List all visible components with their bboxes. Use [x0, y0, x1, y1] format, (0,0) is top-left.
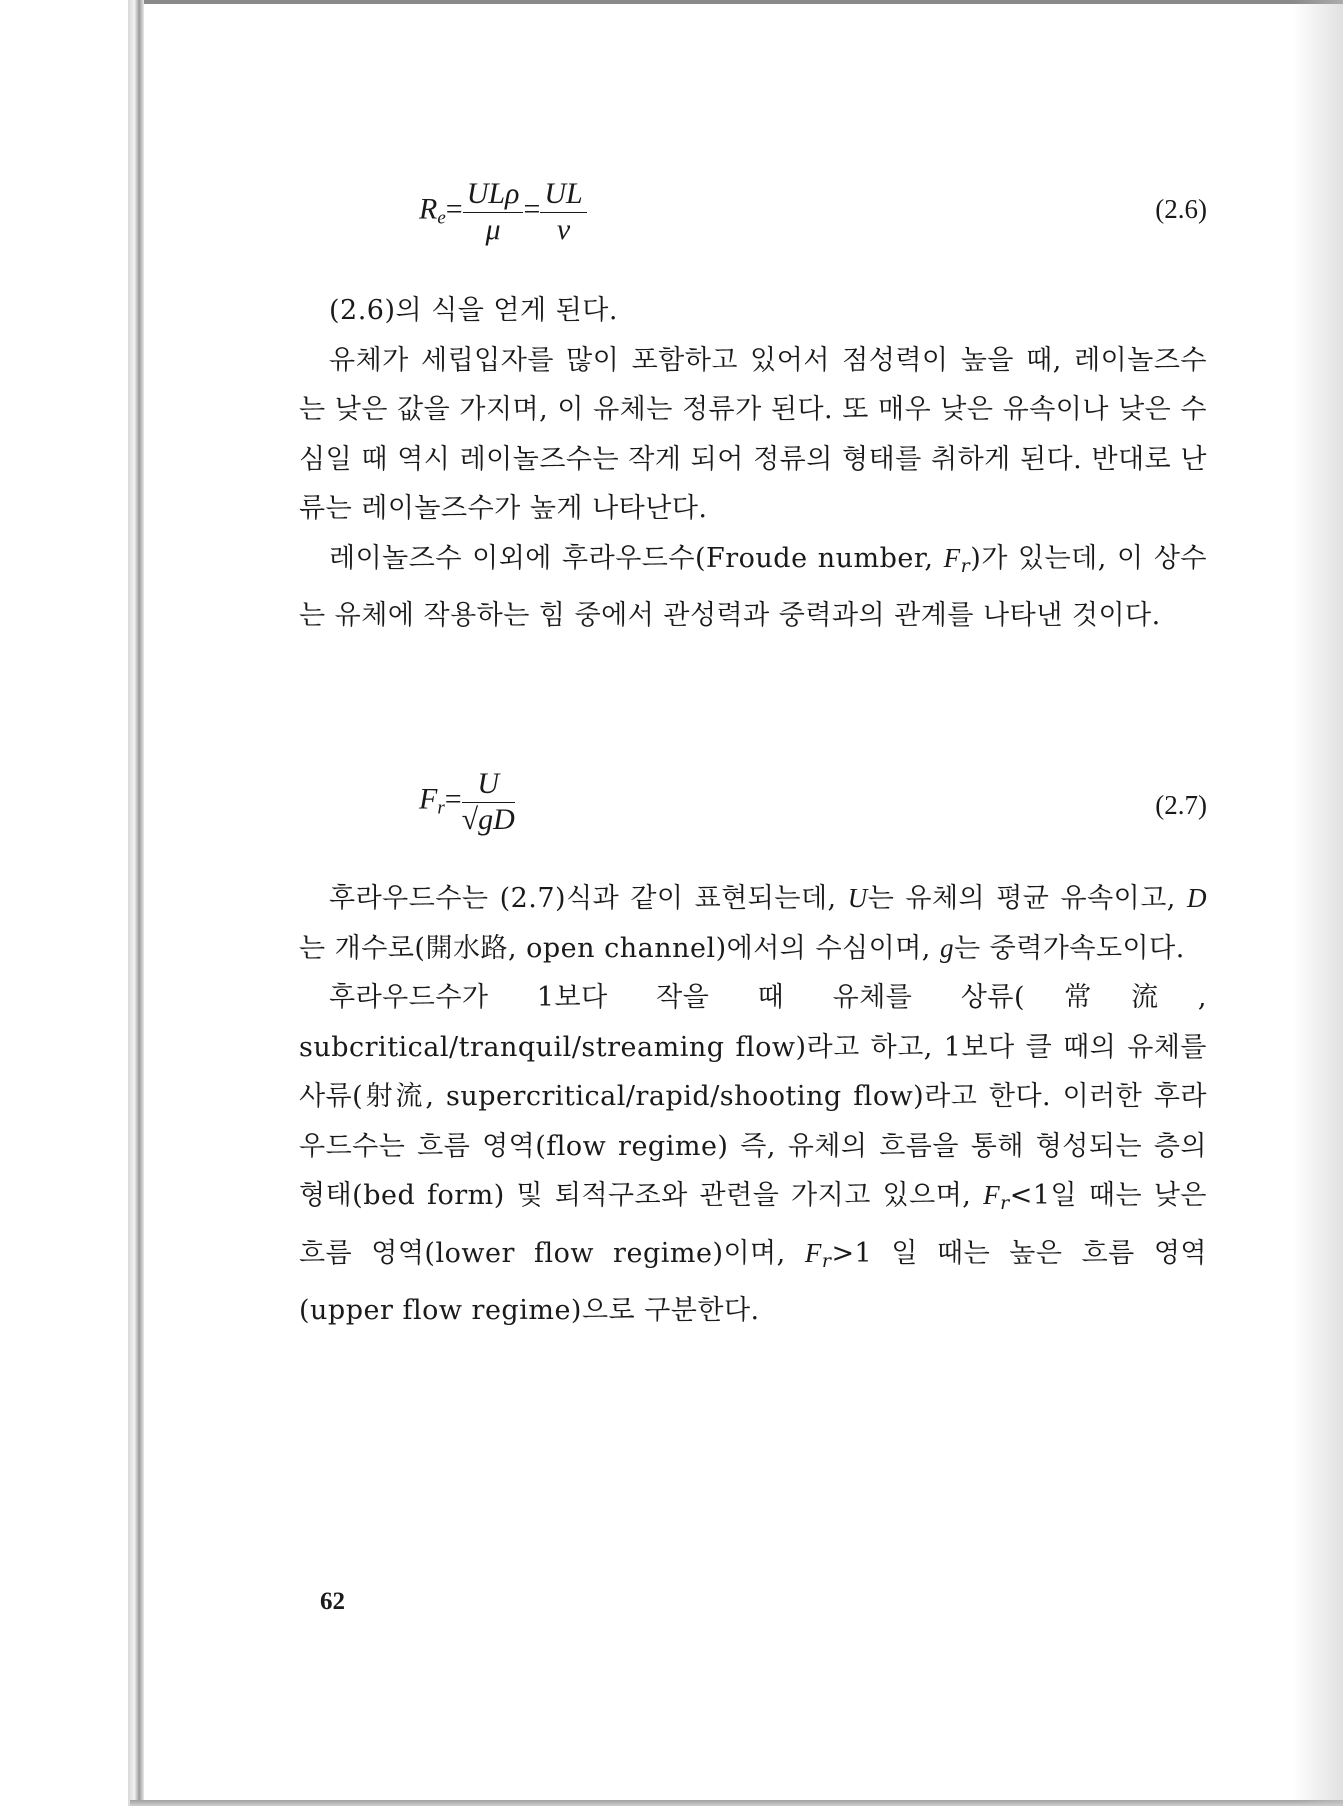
equation-number: (2.7): [1155, 790, 1207, 820]
sqrt-icon: √: [461, 803, 479, 836]
text-block-2: [299, 874, 1207, 1336]
paragraph: [299, 874, 1207, 973]
eq-lhs: R: [419, 192, 438, 226]
text-run: 레이놀즈수 이외에 후라우드수(Froude number,: [329, 542, 944, 574]
fraction-denominator: μ: [485, 213, 501, 246]
text-run: 는 중력가속도이다.: [953, 932, 1185, 964]
math-variable: F: [983, 1180, 1001, 1210]
text-run: 후라우드수가 1보다 작을 때 유체를 상류(常流, subcritical/tranquil/streaming flow)라고 하고, 1보다 클 때의 유체를 사류(射流, supercritical/rapid/shooting flow)라고 한다. 이러한 후라우드수는 흐름 영역(flow regime) 즉, 유체의 흐름을 통해 형성되는 층의 형태(bed form) 및 퇴적구조와 관련을 가지고 있으며,: [299, 982, 1207, 1211]
fraction-numerator: ULρ: [463, 176, 524, 213]
fraction-2: [540, 176, 586, 247]
equation-2-6: [299, 176, 1207, 266]
fraction: [462, 766, 515, 837]
text-run: 는 유체의 평균 유속이고,: [867, 883, 1187, 914]
math-variable: F: [804, 1237, 822, 1268]
paragraph: (2.6)의 식을 얻게 된다.: [329, 295, 618, 326]
book-binding-edge: [128, 0, 144, 1806]
fraction-denominator: [462, 803, 515, 837]
paragraph: 유체가 세립입자를 많이 포함하고 있어서 점성력이 높을 때, 레이놀즈수는 낮은 값을 가지며, 이 유체는 정류가 된다. 또 매우 낮은 유속이나 낮은 수심일 때 역시 레이놀즈수는 작게 되어 정류의 형태를 취하게 된다. 반대로 난류는 레이놀즈수가 높게 나타난다.: [299, 344, 1207, 524]
fraction-numerator: U: [462, 766, 515, 803]
book-page: [144, 4, 1294, 1800]
math-variable: U: [847, 883, 868, 913]
text-run: >1 일 때는 높은 흐름 영역(upper flow regime)으로 구분한다.: [299, 1237, 1208, 1326]
page-shadow: [1293, 0, 1343, 1806]
text-run: 후라우드수는 (2.7)식과 같이 표현되는데,: [329, 883, 848, 914]
eq-lhs: F: [419, 782, 438, 816]
text-run: <1일 때는 낮은 흐름 영역(lower flow regime)이며,: [299, 1180, 1207, 1269]
math-subscript: r: [960, 554, 971, 577]
eq-lhs-subscript: r: [437, 797, 445, 819]
math-variable: D: [1187, 883, 1207, 913]
math-subscript: r: [821, 1249, 832, 1272]
text-block-1: [299, 286, 1207, 641]
equation-2-7: [299, 766, 1207, 856]
paragraph: [299, 534, 1207, 641]
eq-lhs-subscript: e: [437, 207, 446, 229]
froude-formula: $F_r=$ $\frac{U}{√gD}$: [419, 767, 515, 836]
paragraph: [299, 973, 1207, 1336]
math-variable: g: [939, 932, 954, 963]
page-number: 62: [320, 1588, 345, 1615]
radicand: gD: [478, 803, 515, 836]
reynolds-formula: $R_e=$ $\frac{\text{ULρ}}{\mu}$ = $\frac{UL}{\nu}$: [419, 176, 587, 247]
fraction-1: [463, 176, 524, 247]
text-run: )가 있는데, 이 상수는 유체에 작용하는 힘 중에서 관성력과 중력과의 관계를 나타낸 것이다.: [299, 542, 1207, 631]
math-subscript: r: [1000, 1192, 1010, 1214]
text-run: 는 개수로(開水路, open channel)에서의 수심이며,: [299, 932, 940, 964]
fraction-denominator: ν: [556, 213, 571, 246]
fraction-numerator: UL: [540, 176, 586, 213]
math-variable: F: [943, 542, 961, 573]
equation-number: (2.6): [1155, 194, 1207, 224]
page-edge-bottom: [130, 1800, 1343, 1806]
